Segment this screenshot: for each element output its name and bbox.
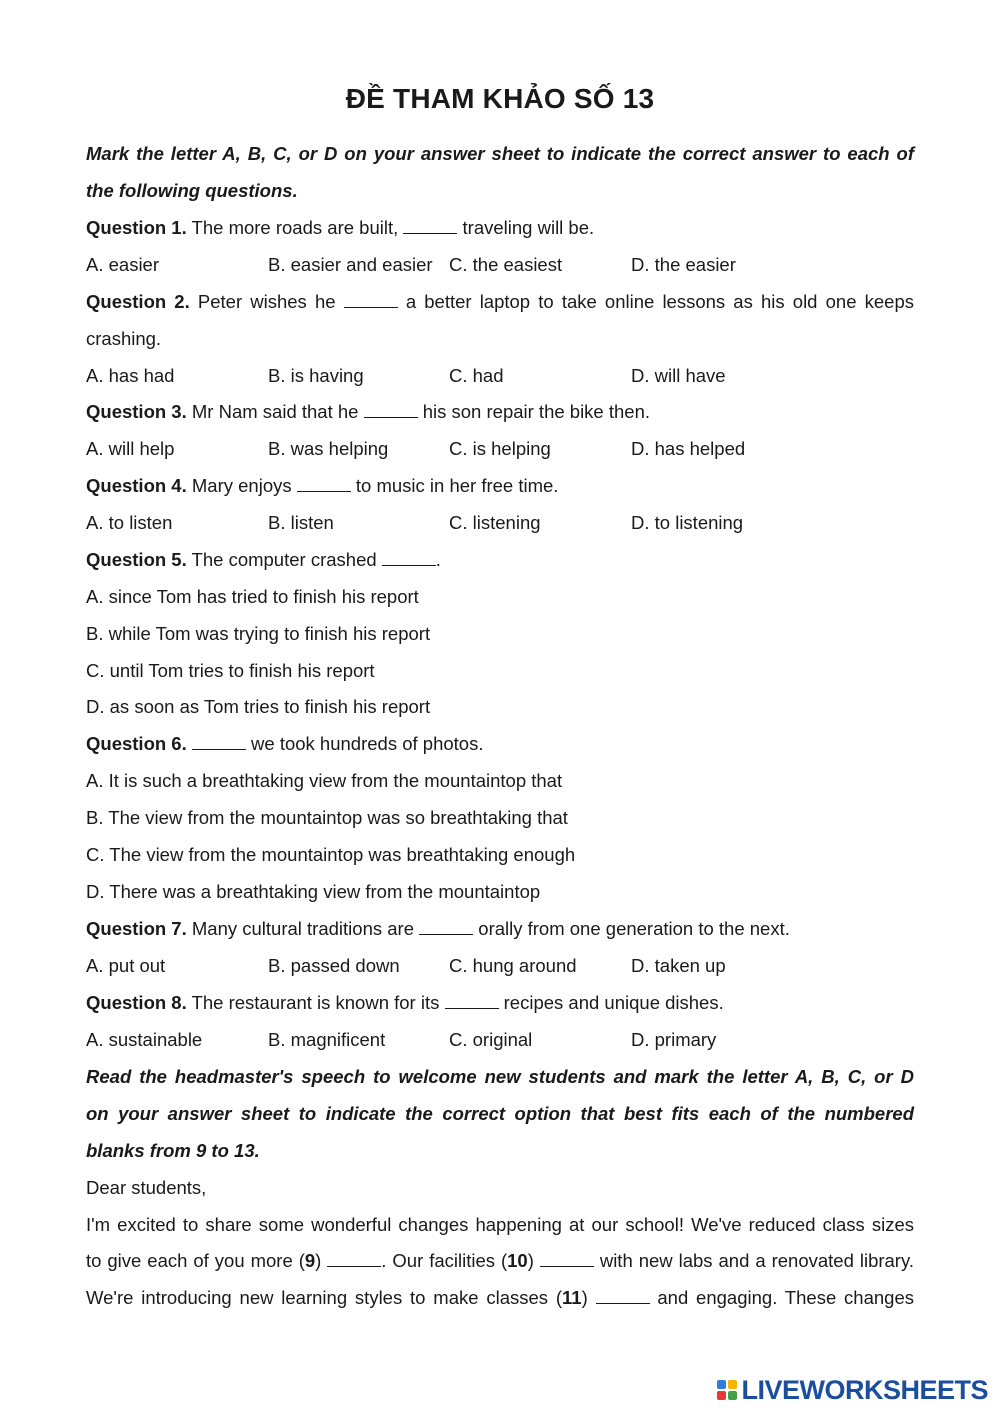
option-b[interactable]: B. easier and easier	[268, 254, 433, 275]
option-c[interactable]: C. had	[449, 365, 504, 386]
option-a[interactable]: A. has had	[86, 365, 175, 386]
answer-blank	[327, 1252, 381, 1267]
answer-blank	[445, 994, 499, 1009]
question-6: Question 6. we took hundreds of photos.	[86, 733, 484, 754]
passage-greeting: Dear students,	[86, 1177, 207, 1198]
answer-blank	[419, 920, 473, 935]
answer-blank	[297, 477, 351, 492]
option-c[interactable]: C. original	[449, 1029, 533, 1050]
question-2-options	[86, 357, 914, 394]
option-c[interactable]: C. The view from the mountaintop was breathtaking enough	[86, 844, 576, 865]
logo-square	[717, 1391, 726, 1400]
question-label: Question 3.	[86, 401, 187, 422]
page-title: ĐỀ THAM KHẢO SỐ 13	[345, 83, 655, 114]
question-4: Question 4. Mary enjoys to music in her free time.	[86, 475, 559, 496]
option-d[interactable]: D. will have	[631, 365, 726, 386]
passage-line-3: We're introducing new learning styles to make classes (11) and engaging. These changes	[86, 1287, 914, 1308]
option-a[interactable]: A. to listen	[86, 512, 173, 533]
option-d[interactable]: D. has helped	[631, 438, 746, 459]
option-b[interactable]: B. listen	[268, 512, 334, 533]
option-a[interactable]: A. will help	[86, 438, 175, 459]
question-3: Question 3. Mr Nam said that he his son repair the bike then.	[86, 401, 651, 422]
logo-square	[728, 1391, 737, 1400]
logo-square	[728, 1380, 737, 1389]
option-c[interactable]: C. hung around	[449, 955, 577, 976]
question-label: Question 5.	[86, 549, 187, 570]
liveworksheets-logo[interactable]	[717, 1375, 988, 1405]
question-label: Question 7.	[86, 918, 187, 939]
answer-blank	[382, 551, 436, 566]
answer-blank	[364, 403, 418, 418]
option-b[interactable]: B. passed down	[268, 955, 400, 976]
question-label: Question 6.	[86, 733, 187, 754]
instruction-line-1: Mark the letter A, B, C, or D on your answer sheet to indicate the correct answer to each of	[86, 143, 914, 164]
option-d[interactable]: D. the easier	[631, 254, 736, 275]
option-d[interactable]: D. There was a breathtaking view from the mountaintop	[86, 881, 541, 902]
option-a[interactable]: A. easier	[86, 254, 160, 275]
answer-blank	[344, 293, 398, 308]
blank-number-11: 11	[562, 1287, 582, 1308]
option-c[interactable]: C. until Tom tries to finish his report	[86, 660, 375, 681]
answer-blank	[192, 735, 246, 750]
logo-grid-icon	[717, 1380, 737, 1400]
question-7: Question 7. Many cultural traditions are orally from one generation to the next.	[86, 918, 790, 939]
option-d[interactable]: D. primary	[631, 1029, 717, 1050]
option-b[interactable]: B. was helping	[268, 438, 389, 459]
option-d[interactable]: D. taken up	[631, 955, 726, 976]
answer-blank	[596, 1289, 650, 1304]
reading-instruction-line-3: blanks from 9 to 13.	[86, 1140, 260, 1161]
question-4-options	[86, 504, 914, 541]
option-b[interactable]: B. is having	[268, 365, 364, 386]
question-label: Question 2.	[86, 291, 190, 312]
option-a[interactable]: A. put out	[86, 955, 166, 976]
question-8-options	[86, 1021, 914, 1058]
blank-number-9: 9	[304, 1250, 316, 1271]
instruction-line-2: the following questions.	[86, 180, 298, 201]
question-1-options	[86, 246, 914, 283]
answer-blank	[540, 1252, 594, 1267]
option-b[interactable]: B. while Tom was trying to finish his report	[86, 623, 431, 644]
passage-line-1: I'm excited to share some wonderful changes happening at our school! We've reduced class sizes	[86, 1214, 914, 1235]
option-c[interactable]: C. is helping	[449, 438, 551, 459]
option-c[interactable]: C. listening	[449, 512, 541, 533]
option-d[interactable]: D. as soon as Tom tries to finish his report	[86, 696, 431, 717]
option-a[interactable]: A. It is such a breathtaking view from the mountaintop that	[86, 770, 563, 791]
question-2: Question 2. Peter wishes he a better laptop to take online lessons as his old one keeps	[86, 291, 914, 312]
option-b[interactable]: B. magnificent	[268, 1029, 386, 1050]
option-c[interactable]: C. the easiest	[449, 254, 563, 275]
reading-instruction-line-2: on your answer sheet to indicate the correct option that best fits each of the numbered	[86, 1103, 914, 1124]
question-3-options	[86, 430, 914, 467]
brand-name: LIVEWORKSHEETS	[741, 1374, 988, 1405]
answer-blank	[403, 219, 457, 234]
question-label: Question 8.	[86, 992, 187, 1013]
passage-line-2: to give each of you more (9) . Our facilities (10) with new labs and a renovated library.	[86, 1250, 914, 1271]
question-7-options	[86, 947, 914, 984]
question-8: Question 8. The restaurant is known for its recipes and unique dishes.	[86, 992, 724, 1013]
option-a[interactable]: A. since Tom has tried to finish his report	[86, 586, 419, 607]
question-2-continuation: crashing.	[86, 328, 162, 349]
question-5: Question 5. The computer crashed .	[86, 549, 441, 570]
option-d[interactable]: D. to listening	[631, 512, 744, 533]
logo-square	[717, 1380, 726, 1389]
blank-number-10: 10	[507, 1250, 528, 1271]
option-a[interactable]: A. sustainable	[86, 1029, 203, 1050]
reading-instruction-line-1: Read the headmaster's speech to welcome new students and mark the letter A, B, C, or D	[86, 1066, 914, 1087]
question-1: Question 1. The more roads are built, traveling will be.	[86, 217, 595, 238]
question-label: Question 1.	[86, 217, 187, 238]
option-b[interactable]: B. The view from the mountaintop was so breathtaking that	[86, 807, 568, 828]
question-label: Question 4.	[86, 475, 187, 496]
